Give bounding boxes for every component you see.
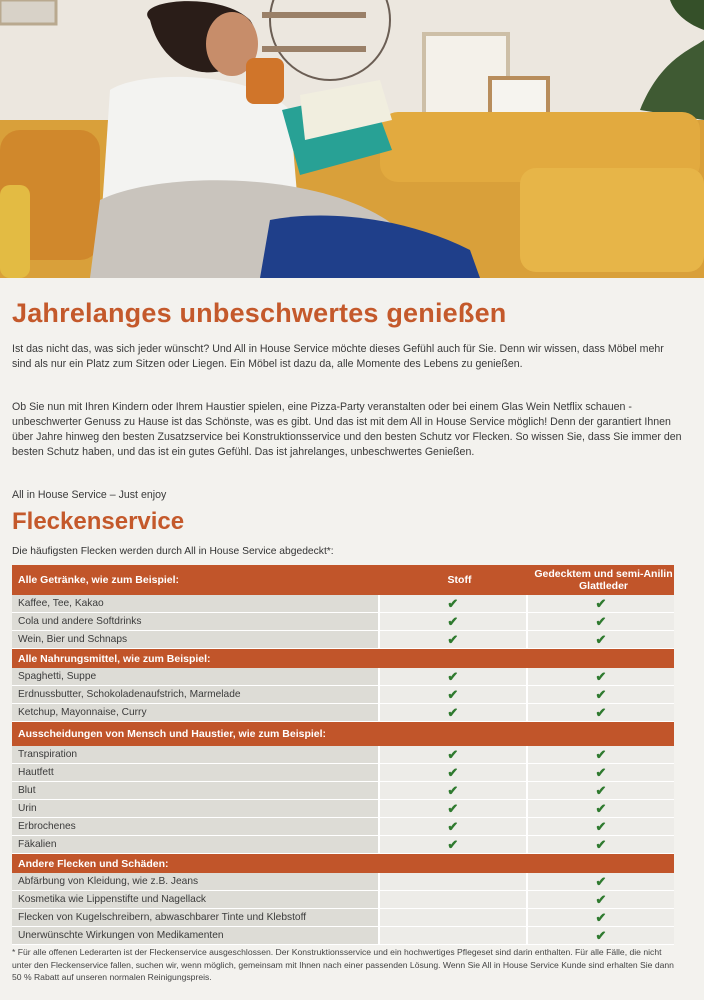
stain-label: Abfärbung von Kleidung, wie z.B. Jeans	[12, 873, 378, 890]
fabric-check-icon: ✔	[378, 613, 526, 630]
body-paragraph: Ob Sie nun mit Ihren Kindern oder Ihrem Haustier spielen, eine Pizza-Party veranstalten oder bei einem Glas Wein Netflix schauen - unbeschwerter Genuss zu Hause ist das Schönste, was es gibt. Und das ist mit dem All in House Service möglich! Denn der garantiert Ihnen über Jahre hinweg den besten Zusatzservice bei Konstruktionsservice und den besten Schutz vor Flecken. So wissen Sie, dass Sie immer den besten Schutz haben, und das ist ein gutes Gefühl. Das ist jahrelanges, unbeschwertes Genießen.	[12, 401, 682, 458]
leather-check-icon: ✔	[526, 818, 674, 835]
leather-check-icon: ✔	[526, 595, 674, 612]
leather-check-icon: ✔	[526, 782, 674, 799]
leather-check-icon: ✔	[526, 704, 674, 721]
table-row	[12, 631, 674, 649]
stain-label: Hautfett	[12, 764, 378, 781]
column-header-fabric: Stoff	[447, 574, 472, 586]
stain-label: Cola und andere Softdrinks	[12, 613, 378, 630]
leather-check-icon: ✔	[526, 746, 674, 763]
stain-label: Kosmetika wie Lippenstifte und Nagellack	[12, 891, 378, 908]
text-page	[0, 278, 704, 1000]
stain-label: Erbrochenes	[12, 818, 378, 835]
stain-label: Erdnussbutter, Schokoladenaufstrich, Marmelade	[12, 686, 378, 703]
stain-label: Kaffee, Tee, Kakao	[12, 595, 378, 612]
fabric-check-icon: ✔	[378, 836, 526, 853]
living-room-illustration	[0, 0, 704, 278]
leather-check-icon: ✔	[526, 613, 674, 630]
table-row	[12, 764, 674, 782]
leather-check-icon: ✔	[526, 909, 674, 926]
stain-label: Fäkalien	[12, 836, 378, 853]
column-header-leather: Gedecktem und semi-Anilin Glattleder	[534, 568, 673, 592]
stain-label: Unerwünschte Wirkungen von Medikamenten	[12, 927, 378, 944]
stain-label: Flecken von Kugelschreibern, abwaschbarer Tinte und Klebstoff	[12, 909, 378, 926]
fabric-check-icon: ✔	[378, 668, 526, 685]
footnote: * Für alle offenen Lederarten ist der Fleckenservice ausgeschlossen. Der Konstruktionsservice und ein hochwertiges Pflegeset sind darin enthalten. Für alle Fälle, die nicht unter den Fleckenservice fallen, suchen wir, wenn möglich, gemeinsam mit Ihnen nach einer passenden Lösung. Wenn Sie All in House Service Kunde sind erhalten Sie dann 50 % Rabatt auf unseren normalen Reinigungspreis.	[12, 947, 674, 982]
intro-paragraph: Ist das nicht das, was sich jeder wünscht? Und All in House Service möchte dieses Gefühl auch für Sie. Denn wir wissen, dass Möbel mehr sind als nur ein Platz zum Sitzen oder Liegen. Ein Möbel ist dazu da, alle Momente des Lebens zu genießen.	[12, 343, 664, 370]
fabric-check-icon: ✔	[378, 818, 526, 835]
table-row	[12, 873, 674, 891]
fabric-check-icon: ✔	[378, 704, 526, 721]
fabric-check-icon	[378, 873, 526, 890]
leather-check-icon: ✔	[526, 873, 674, 890]
leather-check-icon: ✔	[526, 764, 674, 781]
table-section-header	[12, 649, 674, 668]
fabric-check-icon: ✔	[378, 782, 526, 799]
fabric-check-icon: ✔	[378, 800, 526, 817]
leather-check-icon: ✔	[526, 927, 674, 944]
table-row	[12, 668, 674, 686]
section-header-label: Andere Flecken und Schäden:	[18, 857, 169, 870]
table-row	[12, 891, 674, 909]
fabric-check-icon	[378, 927, 526, 944]
table-row	[12, 686, 674, 704]
hero-photo	[0, 0, 704, 278]
section-header-label: Alle Getränke, wie zum Beispiel:	[18, 574, 180, 586]
table-section-header	[12, 854, 674, 873]
table-row	[12, 782, 674, 800]
table-row	[12, 746, 674, 764]
fabric-check-icon	[378, 909, 526, 926]
table-section-header	[12, 722, 674, 746]
table-row	[12, 800, 674, 818]
table-row	[12, 927, 674, 945]
table-row	[12, 836, 674, 854]
table-row	[12, 818, 674, 836]
leather-check-icon: ✔	[526, 836, 674, 853]
stain-label: Wein, Bier und Schnaps	[12, 631, 378, 648]
table-row	[12, 909, 674, 927]
tagline: All in House Service – Just enjoy	[12, 489, 167, 501]
fabric-check-icon: ✔	[378, 764, 526, 781]
section-header-label: Ausscheidungen von Mensch und Haustier, wie zum Beispiel:	[18, 728, 327, 740]
table-row	[12, 613, 674, 631]
stain-label: Ketchup, Mayonnaise, Curry	[12, 704, 378, 721]
leather-check-icon: ✔	[526, 631, 674, 648]
page-title: Jahrelanges unbeschwertes genießen	[12, 298, 507, 328]
stain-label: Urin	[12, 800, 378, 817]
fabric-check-icon: ✔	[378, 686, 526, 703]
stain-label: Transpiration	[12, 746, 378, 763]
fabric-check-icon: ✔	[378, 746, 526, 763]
table-section-header	[12, 565, 674, 595]
fabric-check-icon: ✔	[378, 595, 526, 612]
leather-check-icon: ✔	[526, 891, 674, 908]
leather-check-icon: ✔	[526, 800, 674, 817]
stain-table	[12, 565, 674, 945]
leather-check-icon: ✔	[526, 686, 674, 703]
fabric-check-icon: ✔	[378, 631, 526, 648]
table-intro: Die häufigsten Flecken werden durch All in House Service abgedeckt*:	[12, 546, 334, 557]
fabric-check-icon	[378, 891, 526, 908]
stain-label: Spaghetti, Suppe	[12, 668, 378, 685]
section-title: Fleckenservice	[12, 508, 185, 535]
leather-check-icon: ✔	[526, 668, 674, 685]
stain-label: Blut	[12, 782, 378, 799]
table-row	[12, 595, 674, 613]
section-header-label: Alle Nahrungsmittel, wie zum Beispiel:	[18, 652, 211, 665]
table-row	[12, 704, 674, 722]
